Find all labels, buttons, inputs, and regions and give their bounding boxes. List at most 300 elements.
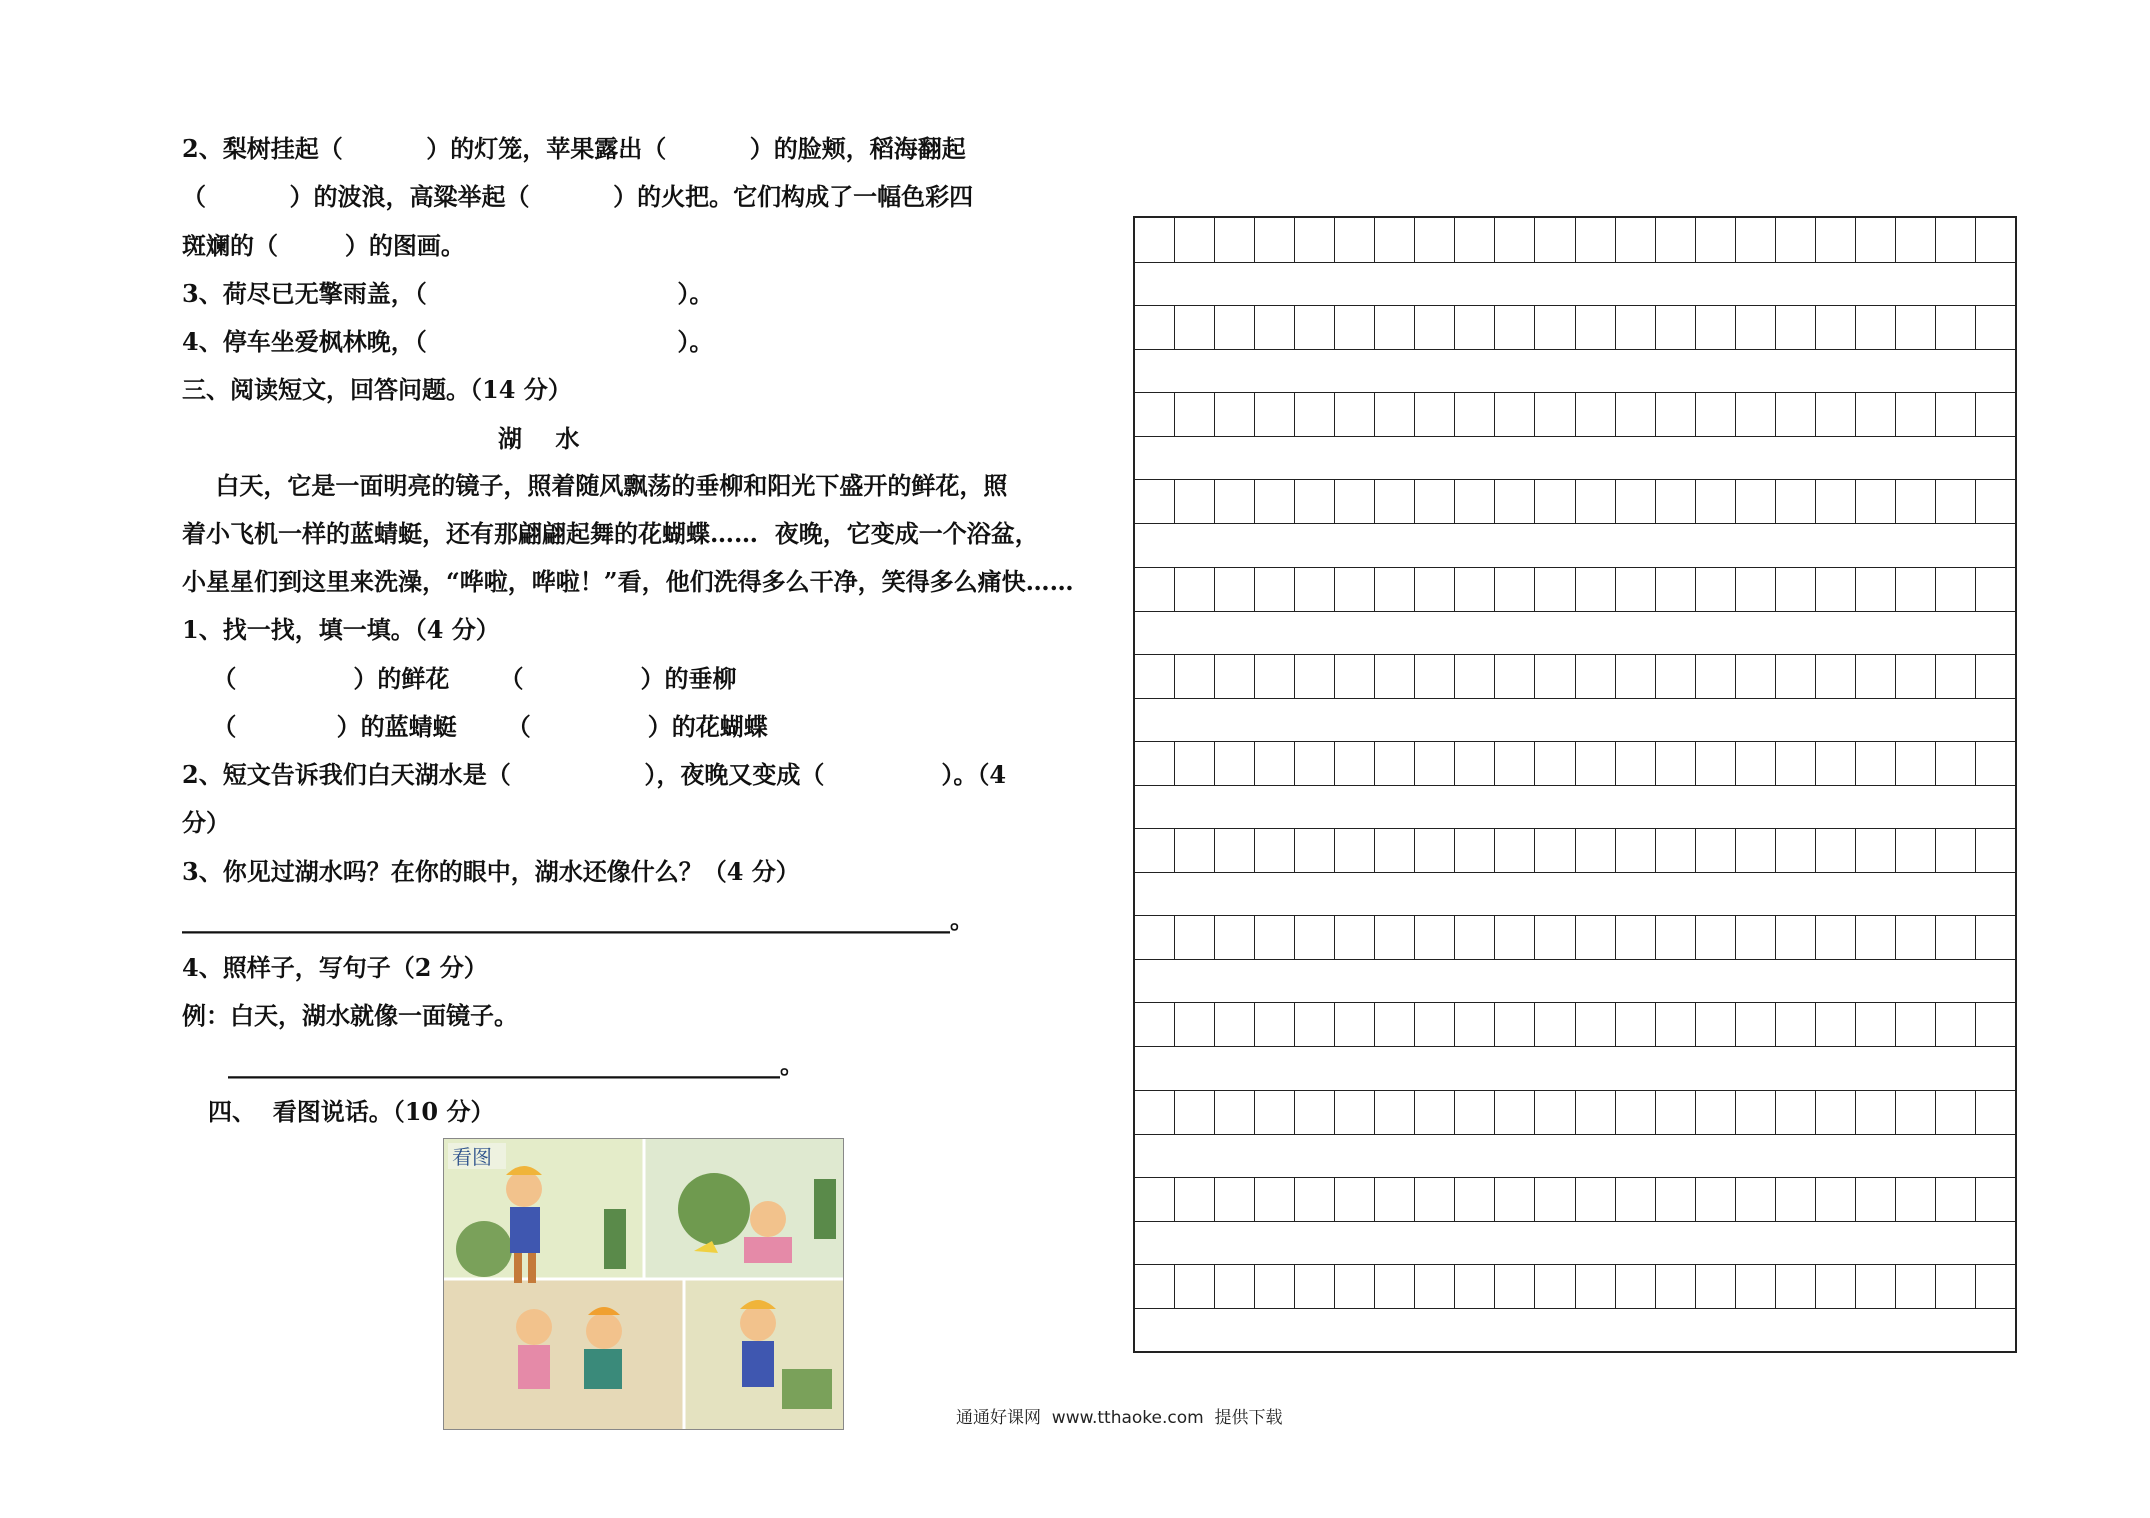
grid-cell xyxy=(1535,829,1575,872)
grid-cell xyxy=(1135,1178,1175,1221)
grid-cell xyxy=(1495,1091,1535,1134)
grid-cell xyxy=(1455,1178,1495,1221)
grid-cell xyxy=(1896,829,1936,872)
grid-row xyxy=(1135,1002,2015,1047)
grid-cell xyxy=(1175,1091,1215,1134)
grid-cell xyxy=(1535,1265,1575,1308)
grid-cell xyxy=(1576,393,1616,436)
grid-cell xyxy=(1736,916,1776,959)
grid-cell xyxy=(1736,655,1776,698)
grid-cell xyxy=(1976,1178,2015,1221)
section-3-heading: 三、阅读短文，回答问题。（14 分） xyxy=(182,375,572,404)
grid-cell xyxy=(1616,306,1656,349)
grid-cell xyxy=(1215,306,1255,349)
grid-cell xyxy=(1295,480,1335,523)
grid-cell xyxy=(1576,218,1616,262)
grid-cell xyxy=(1375,480,1415,523)
grid-cell xyxy=(1576,829,1616,872)
grid-cell xyxy=(1215,393,1255,436)
grid-cell xyxy=(1816,1265,1856,1308)
grid-cell xyxy=(1295,655,1335,698)
grid-cell xyxy=(1856,1265,1896,1308)
grid-cell xyxy=(1255,393,1295,436)
grid-cell xyxy=(1255,1178,1295,1221)
grid-cell xyxy=(1616,393,1656,436)
grid-cell xyxy=(1896,306,1936,349)
grid-cell xyxy=(1696,655,1736,698)
grid-cell xyxy=(1175,480,1215,523)
grid-cell xyxy=(1455,480,1495,523)
grid-cell xyxy=(1936,655,1976,698)
grid-cell xyxy=(1696,1091,1736,1134)
grid-cell xyxy=(1455,568,1495,611)
grid-cell xyxy=(1776,742,1816,785)
grid-cell xyxy=(1896,568,1936,611)
grid-cell xyxy=(1335,1265,1375,1308)
example-sentence: 例：白天，湖水就像一面镜子。 xyxy=(182,1001,518,1030)
look-and-speak-picture xyxy=(443,1138,844,1430)
grid-cell xyxy=(1535,568,1575,611)
grid-cell xyxy=(1495,568,1535,611)
grid-cell xyxy=(1736,568,1776,611)
grid-cell xyxy=(1656,306,1696,349)
grid-cell xyxy=(1936,1265,1976,1308)
grid-cell xyxy=(1175,1178,1215,1221)
grid-cell xyxy=(1576,480,1616,523)
grid-cell xyxy=(1375,1091,1415,1134)
grid-cell xyxy=(1215,218,1255,262)
grid-cell xyxy=(1856,1091,1896,1134)
grid-cell xyxy=(1455,1003,1495,1046)
grid-cell xyxy=(1816,1091,1856,1134)
grid-cell xyxy=(1535,655,1575,698)
grid-row xyxy=(1135,1264,2015,1309)
grid-cell xyxy=(1375,1178,1415,1221)
grid-cell xyxy=(1736,393,1776,436)
grid-cell xyxy=(1576,1003,1616,1046)
grid-cell xyxy=(1976,1265,2015,1308)
grid-row xyxy=(1135,915,2015,960)
grid-cell xyxy=(1295,829,1335,872)
grid-cell xyxy=(1776,218,1816,262)
grid-cell xyxy=(1495,742,1535,785)
grid-row xyxy=(1135,567,2015,612)
grid-cell xyxy=(1936,1091,1976,1134)
grid-cell xyxy=(1335,829,1375,872)
grid-cell xyxy=(1255,1265,1295,1308)
grid-cell xyxy=(1656,480,1696,523)
grid-cell xyxy=(1375,218,1415,262)
passage-line-3: 小星星们到这里来洗澡，“哗啦，哗啦！”看，他们洗得多么干净，笑得多么痛快…… xyxy=(182,567,1074,596)
grid-cell xyxy=(1495,829,1535,872)
grid-cell xyxy=(1736,1003,1776,1046)
picture-caption: 看图 xyxy=(452,1145,492,1169)
grid-cell xyxy=(1816,306,1856,349)
grid-cell xyxy=(1215,742,1255,785)
grid-cell xyxy=(1455,1091,1495,1134)
grid-cell xyxy=(1255,742,1295,785)
grid-cell xyxy=(1896,218,1936,262)
grid-cell xyxy=(1255,306,1295,349)
grid-cell xyxy=(1616,218,1656,262)
grid-cell xyxy=(1335,218,1375,262)
grid-cell xyxy=(1576,568,1616,611)
grid-cell xyxy=(1776,916,1816,959)
grid-cell xyxy=(1856,568,1896,611)
grid-cell xyxy=(1215,916,1255,959)
grid-cell xyxy=(1696,218,1736,262)
grid-cell xyxy=(1816,218,1856,262)
grid-cell xyxy=(1616,742,1656,785)
reading-question-1: 1、找一找，填一填。（4 分） xyxy=(182,615,500,644)
grid-cell xyxy=(1255,1003,1295,1046)
grid-cell xyxy=(1656,829,1696,872)
question-2-line-3: 斑斓的（ ）的图画。 xyxy=(182,231,465,260)
grid-cell xyxy=(1135,393,1175,436)
grid-cell xyxy=(1495,218,1535,262)
grid-cell xyxy=(1656,1178,1696,1221)
grid-cell xyxy=(1335,480,1375,523)
grid-cell xyxy=(1976,306,2015,349)
grid-cell xyxy=(1976,1091,2015,1134)
grid-cell xyxy=(1656,655,1696,698)
grid-cell xyxy=(1896,916,1936,959)
grid-cell xyxy=(1856,916,1896,959)
grid-cell xyxy=(1255,568,1295,611)
grid-cell xyxy=(1776,393,1816,436)
grid-cell xyxy=(1976,480,2015,523)
grid-cell xyxy=(1215,568,1255,611)
grid-cell xyxy=(1335,1178,1375,1221)
footer-source: 通通好课网 www.tthaoke.com 提供下载 xyxy=(956,1408,1283,1428)
grid-cell xyxy=(1415,1091,1455,1134)
grid-cell xyxy=(1375,393,1415,436)
grid-cell xyxy=(1936,393,1976,436)
grid-cell xyxy=(1976,655,2015,698)
grid-cell xyxy=(1776,829,1816,872)
grid-cell xyxy=(1335,742,1375,785)
grid-cell xyxy=(1175,218,1215,262)
passage-line-2: 着小飞机一样的蓝蜻蜓，还有那翩翩起舞的花蝴蝶…… 夜晚，它变成一个浴盆， xyxy=(182,519,1039,548)
grid-cell xyxy=(1375,1265,1415,1308)
grid-cell xyxy=(1616,568,1656,611)
grid-cell xyxy=(1495,655,1535,698)
grid-cell xyxy=(1135,218,1175,262)
grid-cell xyxy=(1415,218,1455,262)
grid-cell xyxy=(1255,480,1295,523)
reading-question-2: 2、短文告诉我们白天湖水是（ ），夜晚又变成（ ）。（4 xyxy=(182,760,1007,789)
grid-cell xyxy=(1295,742,1335,785)
grid-cell xyxy=(1936,306,1976,349)
grid-cell xyxy=(1896,393,1936,436)
grid-cell xyxy=(1896,480,1936,523)
grid-cell xyxy=(1976,829,2015,872)
grid-cell xyxy=(1175,393,1215,436)
grid-cell xyxy=(1816,480,1856,523)
grid-cell xyxy=(1455,655,1495,698)
grid-cell xyxy=(1656,1003,1696,1046)
grid-cell xyxy=(1535,393,1575,436)
grid-cell xyxy=(1656,393,1696,436)
grid-cell xyxy=(1696,568,1736,611)
grid-cell xyxy=(1415,1003,1455,1046)
passage-title: 湖 水 xyxy=(498,424,580,453)
grid-cell xyxy=(1295,1178,1335,1221)
grid-cell xyxy=(1816,568,1856,611)
grid-cell xyxy=(1896,742,1936,785)
grid-cell xyxy=(1816,655,1856,698)
grid-cell xyxy=(1295,916,1335,959)
grid-cell xyxy=(1976,916,2015,959)
grid-cell xyxy=(1455,218,1495,262)
grid-cell xyxy=(1856,306,1896,349)
grid-cell xyxy=(1175,306,1215,349)
grid-cell xyxy=(1415,306,1455,349)
grid-cell xyxy=(1816,1003,1856,1046)
grid-cell xyxy=(1736,1178,1776,1221)
grid-cell xyxy=(1696,1265,1736,1308)
question-3: 3、荷尽已无擎雨盖，（ ）。 xyxy=(182,279,714,308)
grid-cell xyxy=(1495,393,1535,436)
grid-cell xyxy=(1455,829,1495,872)
grid-cell xyxy=(1495,1003,1535,1046)
grid-cell xyxy=(1295,218,1335,262)
fill-row-1: （ ）的鲜花 （ ）的垂柳 xyxy=(204,664,737,693)
grid-cell xyxy=(1656,1265,1696,1308)
grid-cell xyxy=(1776,1178,1816,1221)
grid-cell xyxy=(1976,568,2015,611)
grid-cell xyxy=(1736,742,1776,785)
grid-cell xyxy=(1375,568,1415,611)
grid-cell xyxy=(1576,306,1616,349)
grid-cell xyxy=(1856,1178,1896,1221)
grid-cell xyxy=(1415,655,1455,698)
grid-cell xyxy=(1616,480,1656,523)
grid-cell xyxy=(1535,742,1575,785)
answer-line-2: ______________________________________________。 xyxy=(228,1050,804,1079)
grid-cell xyxy=(1375,306,1415,349)
grid-cell xyxy=(1816,742,1856,785)
question-2-line-1: 2、梨树挂起（ ）的灯笼，苹果露出（ ）的脸颊，稻海翻起 xyxy=(182,134,966,163)
fill-row-2: （ ）的蓝蜻蜓 （ ）的花蝴蝶 xyxy=(204,712,768,741)
grid-cell xyxy=(1736,829,1776,872)
grid-cell xyxy=(1696,1178,1736,1221)
grid-cell xyxy=(1696,480,1736,523)
grid-cell xyxy=(1175,742,1215,785)
grid-cell xyxy=(1616,829,1656,872)
grid-cell xyxy=(1816,1178,1856,1221)
grid-cell xyxy=(1455,393,1495,436)
grid-cell xyxy=(1736,218,1776,262)
grid-cell xyxy=(1215,1091,1255,1134)
grid-cell xyxy=(1135,1265,1175,1308)
grid-cell xyxy=(1776,306,1816,349)
grid-cell xyxy=(1976,218,2015,262)
grid-cell xyxy=(1936,1003,1976,1046)
grid-cell xyxy=(1175,1265,1215,1308)
grid-cell xyxy=(1816,393,1856,436)
grid-cell xyxy=(1415,829,1455,872)
grid-cell xyxy=(1535,916,1575,959)
grid-cell xyxy=(1736,480,1776,523)
grid-cell xyxy=(1375,1003,1415,1046)
grid-cell xyxy=(1175,1003,1215,1046)
grid-cell xyxy=(1535,306,1575,349)
grid-cell xyxy=(1415,1265,1455,1308)
grid-cell xyxy=(1295,1265,1335,1308)
grid-cell xyxy=(1215,829,1255,872)
grid-cell xyxy=(1335,1091,1375,1134)
grid-cell xyxy=(1135,1091,1175,1134)
grid-cell xyxy=(1495,1265,1535,1308)
grid-cell xyxy=(1656,742,1696,785)
question-4: 4、停车坐爱枫林晚，（ ）。 xyxy=(182,327,714,356)
grid-cell xyxy=(1415,568,1455,611)
reading-question-3: 3、你见过湖水吗？在你的眼中，湖水还像什么？（4 分） xyxy=(182,857,800,886)
grid-cell xyxy=(1816,916,1856,959)
grid-cell xyxy=(1415,480,1455,523)
grid-cell xyxy=(1135,829,1175,872)
grid-cell xyxy=(1976,742,2015,785)
grid-cell xyxy=(1896,1003,1936,1046)
grid-cell xyxy=(1255,655,1295,698)
grid-cell xyxy=(1295,1003,1335,1046)
grid-row xyxy=(1135,654,2015,699)
grid-cell xyxy=(1495,1178,1535,1221)
grid-cell xyxy=(1535,480,1575,523)
grid-cell xyxy=(1455,306,1495,349)
grid-cell xyxy=(1495,306,1535,349)
grid-cell xyxy=(1175,655,1215,698)
grid-cell xyxy=(1696,393,1736,436)
grid-cell xyxy=(1255,916,1295,959)
grid-cell xyxy=(1576,1091,1616,1134)
grid-cell xyxy=(1576,916,1616,959)
grid-cell xyxy=(1936,218,1976,262)
grid-cell xyxy=(1255,829,1295,872)
grid-cell xyxy=(1616,916,1656,959)
grid-row xyxy=(1135,392,2015,437)
grid-cell xyxy=(1856,829,1896,872)
grid-cell xyxy=(1936,829,1976,872)
grid-cell xyxy=(1375,742,1415,785)
grid-cell xyxy=(1415,742,1455,785)
grid-cell xyxy=(1856,218,1896,262)
grid-cell xyxy=(1535,218,1575,262)
question-2-line-2: （ ）的波浪，高粱举起（ ）的火把。它们构成了一幅色彩四 xyxy=(182,182,974,211)
grid-cell xyxy=(1295,1091,1335,1134)
reading-question-4: 4、照样子，写句子（2 分） xyxy=(182,953,488,982)
grid-cell xyxy=(1335,916,1375,959)
grid-cell xyxy=(1616,655,1656,698)
grid-cell xyxy=(1255,218,1295,262)
grid-cell xyxy=(1816,829,1856,872)
grid-cell xyxy=(1776,1003,1816,1046)
grid-cell xyxy=(1856,480,1896,523)
grid-cell xyxy=(1215,655,1255,698)
grid-cell xyxy=(1656,218,1696,262)
grid-cell xyxy=(1576,1178,1616,1221)
grid-cell xyxy=(1856,655,1896,698)
grid-cell xyxy=(1335,568,1375,611)
grid-cell xyxy=(1856,742,1896,785)
grid-cell xyxy=(1776,480,1816,523)
grid-cell xyxy=(1215,1003,1255,1046)
grid-cell xyxy=(1415,1178,1455,1221)
grid-cell xyxy=(1135,916,1175,959)
grid-cell xyxy=(1936,916,1976,959)
grid-cell xyxy=(1135,655,1175,698)
grid-row xyxy=(1135,305,2015,350)
grid-cell xyxy=(1696,306,1736,349)
grid-cell xyxy=(1696,742,1736,785)
grid-cell xyxy=(1776,568,1816,611)
grid-cell xyxy=(1455,1265,1495,1308)
grid-cell xyxy=(1936,1178,1976,1221)
grid-cell xyxy=(1535,1003,1575,1046)
grid-cell xyxy=(1415,916,1455,959)
grid-cell xyxy=(1576,742,1616,785)
grid-cell xyxy=(1776,1265,1816,1308)
section-4-heading: 四、 看图说话。（10 分） xyxy=(208,1097,495,1126)
grid-cell xyxy=(1215,1265,1255,1308)
grid-cell xyxy=(1616,1003,1656,1046)
reading-question-2-cont: 分） xyxy=(182,808,230,837)
grid-row xyxy=(1135,218,2015,263)
grid-cell xyxy=(1896,1091,1936,1134)
grid-row xyxy=(1135,1177,2015,1222)
grid-cell xyxy=(1415,393,1455,436)
grid-cell xyxy=(1495,480,1535,523)
grid-cell xyxy=(1896,1265,1936,1308)
grid-cell xyxy=(1856,393,1896,436)
grid-cell xyxy=(1455,742,1495,785)
grid-cell xyxy=(1135,568,1175,611)
grid-cell xyxy=(1616,1091,1656,1134)
grid-row xyxy=(1135,741,2015,786)
grid-cell xyxy=(1215,1178,1255,1221)
grid-cell xyxy=(1696,1003,1736,1046)
grid-cell xyxy=(1856,1003,1896,1046)
grid-row xyxy=(1135,1090,2015,1135)
grid-cell xyxy=(1656,568,1696,611)
grid-cell xyxy=(1255,1091,1295,1134)
grid-cell xyxy=(1776,655,1816,698)
grid-cell xyxy=(1976,393,2015,436)
grid-cell xyxy=(1576,655,1616,698)
grid-cell xyxy=(1335,1003,1375,1046)
answer-line-1: ________________________________________________________________。 xyxy=(182,905,974,934)
grid-cell xyxy=(1616,1178,1656,1221)
grid-cell xyxy=(1936,568,1976,611)
grid-cell xyxy=(1576,1265,1616,1308)
grid-cell xyxy=(1295,568,1335,611)
grid-cell xyxy=(1295,393,1335,436)
grid-cell xyxy=(1135,306,1175,349)
grid-cell xyxy=(1656,916,1696,959)
grid-row xyxy=(1135,479,2015,524)
grid-cell xyxy=(1135,1003,1175,1046)
grid-cell xyxy=(1936,480,1976,523)
grid-cell xyxy=(1736,1265,1776,1308)
grid-cell xyxy=(1175,916,1215,959)
grid-cell xyxy=(1495,916,1535,959)
grid-cell xyxy=(1335,306,1375,349)
picture-illustration xyxy=(444,1139,843,1429)
grid-row xyxy=(1135,828,2015,873)
grid-cell xyxy=(1736,306,1776,349)
grid-cell xyxy=(1455,916,1495,959)
